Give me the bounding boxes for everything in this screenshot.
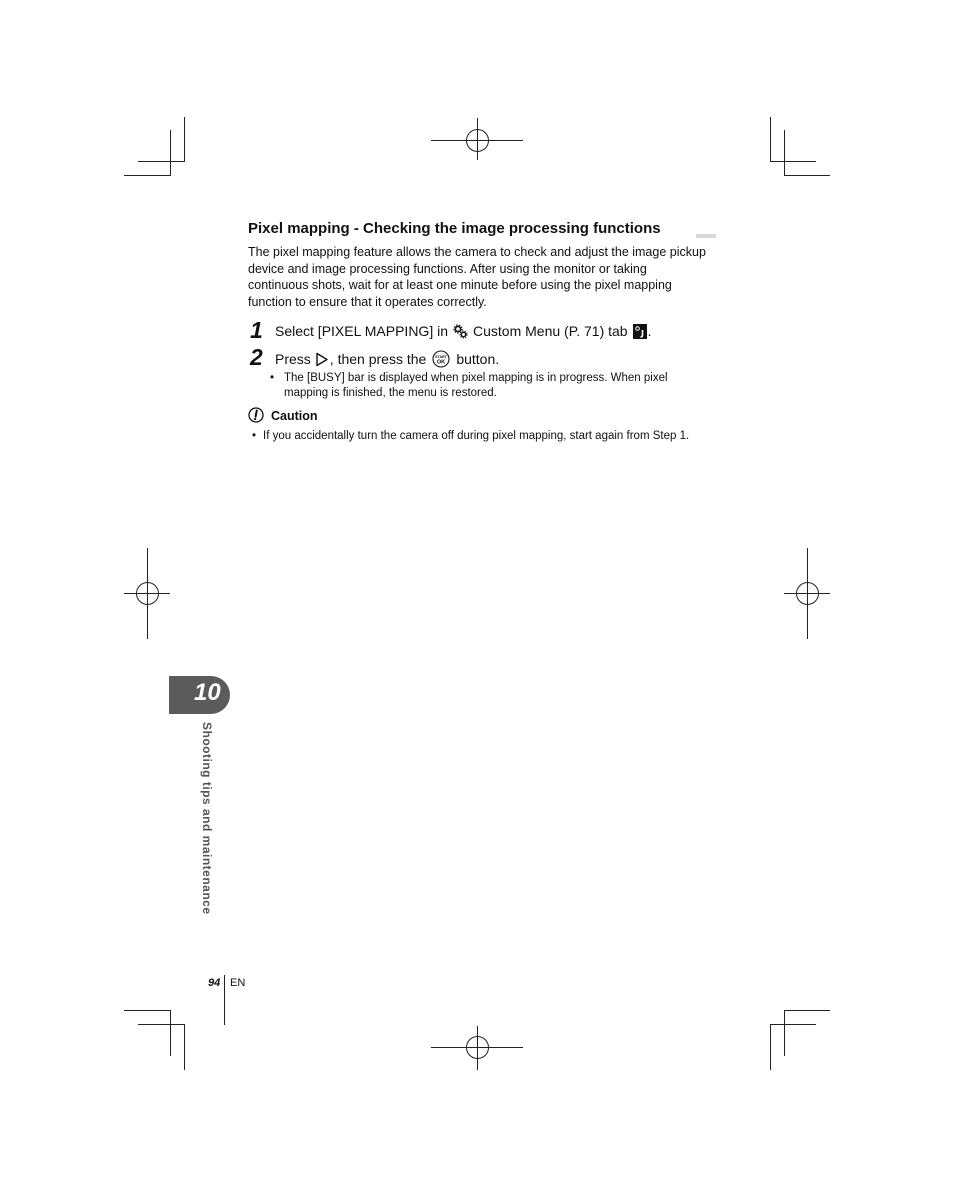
step-1-instruction xyxy=(275,323,652,339)
footer-divider xyxy=(224,975,225,1025)
step-2-note: The [BUSY] bar is displayed when pixel mapping is in progress. When pixel mapping is finished, the menu is restored. xyxy=(284,372,668,399)
step-2-text-c: button. xyxy=(456,351,500,367)
ok-label: OK xyxy=(437,359,446,366)
intro-paragraph: The pixel mapping feature allows the camera to check and adjust the image pickup device and image processing functions. After using the monitor or taking continuous shots, wait for at least one minute before using the pixel mapping function to ensure that it operates correctly. xyxy=(248,245,706,309)
step-2-number: 2 xyxy=(250,344,263,370)
step-1-text-a: Select [PIXEL MAPPING] in xyxy=(275,323,448,339)
step-2-text-b: , then press the xyxy=(329,351,427,367)
tab-j-icon xyxy=(633,324,647,339)
chapter-number: 10 xyxy=(194,679,221,706)
caution-text: If you accidentally turn the camera off during pixel mapping, start again from Step 1. xyxy=(263,430,690,442)
caution-exclamation-icon xyxy=(248,407,264,423)
step-2-instruction xyxy=(275,350,499,368)
chapter-side-label: Shooting tips and maintenance xyxy=(200,722,214,915)
step-1-text-c: . xyxy=(647,323,652,339)
step-2-text-a: Press xyxy=(275,351,311,367)
caution-bullet: • xyxy=(252,430,257,442)
right-arrow-icon xyxy=(315,352,329,367)
caution-label: Caution xyxy=(271,409,318,423)
step-1-text-b: Custom Menu (P. 71) tab xyxy=(473,323,628,339)
start-label: START xyxy=(435,355,448,359)
step-2-note-bullet: • xyxy=(270,372,275,384)
custom-menu-gears-icon xyxy=(453,324,468,339)
page-number: 94 xyxy=(208,977,221,989)
start-ok-button-icon xyxy=(432,350,450,368)
page-language: EN xyxy=(230,977,246,989)
section-title: Pixel mapping - Checking the image processing functions xyxy=(248,220,661,237)
step-1-number: 1 xyxy=(250,317,263,343)
